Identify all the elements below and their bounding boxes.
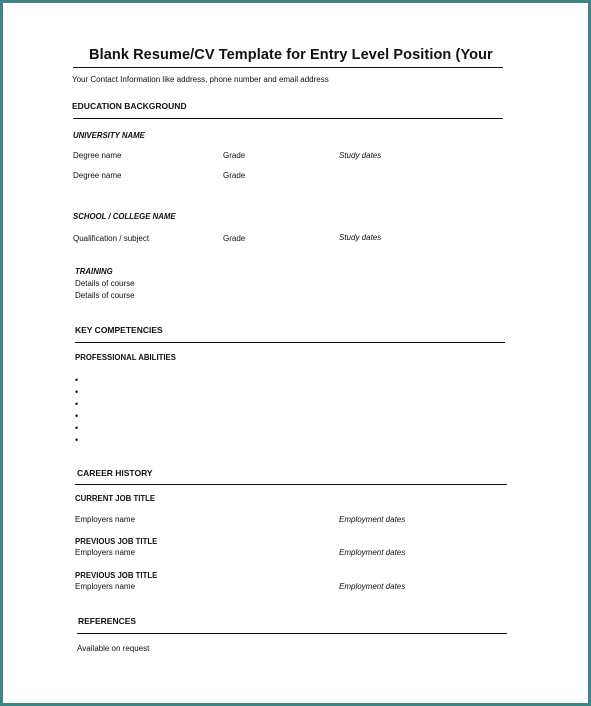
- job-title: PREVIOUS JOB TITLE: [75, 571, 158, 580]
- document-title: Blank Resume/CV Template for Entry Level Position (Your: [89, 47, 493, 63]
- professional-abilities-heading: PROFESSIONAL ABILITIES: [75, 353, 176, 362]
- grade: Grade: [223, 151, 246, 160]
- career-heading: CAREER HISTORY: [77, 468, 153, 478]
- employment-dates: Employment dates: [339, 582, 406, 591]
- degree-name: Degree name: [73, 151, 122, 160]
- employment-dates: Employment dates: [339, 515, 406, 524]
- training-course: Details of course: [75, 291, 135, 300]
- job-title: CURRENT JOB TITLE: [75, 494, 156, 503]
- bullet-point: •: [75, 435, 79, 445]
- university-heading: UNIVERSITY NAME: [73, 131, 145, 140]
- grade: Grade: [223, 171, 246, 180]
- bullet-point: •: [75, 399, 79, 409]
- job-title: PREVIOUS JOB TITLE: [75, 537, 158, 546]
- employer-name: Employers name: [75, 582, 136, 591]
- qualification-subject: Qualification / subject: [73, 234, 150, 243]
- training-heading: TRAINING: [75, 267, 113, 276]
- employment-dates: Employment dates: [339, 548, 406, 557]
- bullet-point: •: [75, 411, 79, 421]
- education-heading: EDUCATION BACKGROUND: [72, 101, 187, 111]
- competencies-divider: [75, 342, 505, 343]
- employer-name: Employers name: [75, 515, 136, 524]
- bullet-point: •: [75, 423, 79, 433]
- bullet-point: •: [75, 387, 79, 397]
- employer-name: Employers name: [75, 548, 136, 557]
- title-divider: [73, 67, 503, 68]
- career-divider: [75, 484, 507, 485]
- training-course: Details of course: [75, 279, 135, 288]
- bullet-point: •: [75, 375, 79, 385]
- references-heading: REFERENCES: [78, 616, 137, 626]
- grade: Grade: [223, 234, 246, 243]
- study-dates: Study dates: [339, 151, 382, 160]
- competencies-heading: KEY COMPETENCIES: [75, 325, 163, 335]
- school-heading: SCHOOL / COLLEGE NAME: [73, 212, 176, 221]
- references-divider: [77, 633, 507, 634]
- contact-info: Your Contact Information like address, phone number and email address: [72, 75, 329, 84]
- resume-document: [3, 3, 588, 703]
- study-dates: Study dates: [339, 233, 382, 242]
- education-divider: [73, 118, 503, 119]
- degree-name: Degree name: [73, 171, 122, 180]
- references-text: Available on request: [77, 644, 150, 653]
